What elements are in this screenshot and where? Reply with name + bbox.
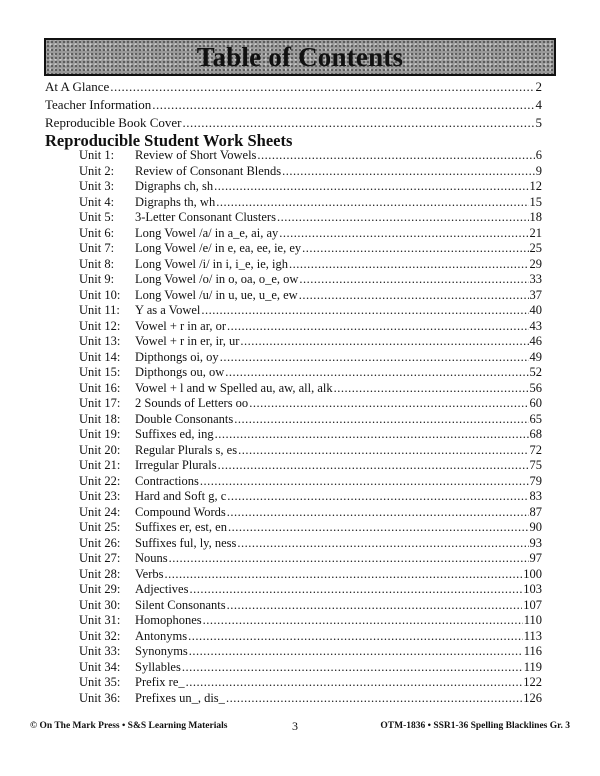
dot-leader xyxy=(186,675,523,691)
toc-unit-row[interactable] xyxy=(79,660,542,676)
toc-unit-row[interactable] xyxy=(79,629,542,645)
page-footer xyxy=(30,721,570,737)
unit-number: Unit 16: xyxy=(79,380,121,395)
unit-title: Synonyms xyxy=(135,644,188,658)
dot-leader xyxy=(189,582,522,598)
unit-page: 113 xyxy=(523,628,542,643)
unit-title: Irregular Plurals xyxy=(135,458,217,472)
toc-entry-page: 5 xyxy=(535,115,542,130)
toc-entry-page: 2 xyxy=(535,79,542,94)
unit-title: Suffixes ed, ing xyxy=(135,427,214,441)
unit-number: Unit 25: xyxy=(79,520,121,534)
unit-number: Unit 12: xyxy=(79,318,121,333)
dot-leader xyxy=(277,210,529,226)
unit-title: Vowel + r in er, ir, ur xyxy=(135,334,240,348)
dot-leader xyxy=(282,164,535,180)
unit-title: Long Vowel /i/ in i, i_e, ie, igh xyxy=(135,256,289,271)
dot-leader xyxy=(227,489,528,505)
unit-page: 97 xyxy=(529,551,542,565)
dot-leader xyxy=(227,598,523,614)
unit-title: Adjectives xyxy=(135,582,189,596)
dot-leader xyxy=(225,365,528,381)
unit-page: 33 xyxy=(529,272,542,286)
unit-page: 12 xyxy=(529,179,542,193)
page-title: Table of Contents xyxy=(196,41,404,72)
unit-page: 37 xyxy=(529,287,542,302)
dot-leader xyxy=(257,148,534,164)
toc-unit-row[interactable] xyxy=(79,303,542,319)
unit-number: Unit 9: xyxy=(79,272,115,286)
unit-title: Vowel + r in ar, or xyxy=(135,318,227,333)
dot-leader xyxy=(188,629,523,645)
dot-leader xyxy=(237,536,528,552)
dot-leader xyxy=(203,613,523,629)
toc-entry-book-cover[interactable] xyxy=(45,114,542,132)
toc-unit-row[interactable] xyxy=(79,443,542,459)
dot-leader xyxy=(218,458,529,474)
toc-unit-row[interactable] xyxy=(79,505,542,521)
unit-page: 60 xyxy=(529,396,542,410)
toc-unit-row[interactable] xyxy=(79,319,542,335)
unit-page: 65 xyxy=(529,411,542,426)
dot-leader xyxy=(289,257,528,273)
unit-number: Unit 35: xyxy=(79,675,121,689)
unit-title: Antonyms xyxy=(135,628,188,643)
toc-entry-label: Reproducible Book Cover xyxy=(45,115,182,130)
unit-title: Long Vowel /u/ in u, ue, u_e, ew xyxy=(135,287,298,302)
unit-number: Unit 11: xyxy=(79,303,120,317)
unit-page: 21 xyxy=(529,225,542,240)
unit-title: Nouns xyxy=(135,551,168,565)
unit-page: 52 xyxy=(529,365,542,379)
unit-number: Unit 34: xyxy=(79,659,121,674)
toc-unit-row[interactable] xyxy=(79,474,542,490)
toc-unit-row[interactable] xyxy=(79,489,542,505)
dot-leader xyxy=(228,520,529,536)
unit-page: 68 xyxy=(529,427,542,441)
unit-number: Unit 31: xyxy=(79,613,121,627)
unit-number: Unit 6: xyxy=(79,225,115,240)
unit-title: Review of Consonant Blends xyxy=(135,163,282,178)
unit-page: 126 xyxy=(523,690,542,705)
dot-leader xyxy=(182,660,523,676)
dot-leader xyxy=(110,78,534,96)
toc-unit-row[interactable] xyxy=(79,365,542,381)
unit-page: 43 xyxy=(529,318,542,333)
dot-leader xyxy=(302,241,528,257)
unit-list xyxy=(79,148,542,706)
unit-page: 90 xyxy=(529,520,542,534)
dot-leader xyxy=(249,396,528,412)
toc-entry-at-a-glance[interactable] xyxy=(45,78,542,96)
unit-number: Unit 18: xyxy=(79,411,121,426)
toc-unit-row[interactable] xyxy=(79,148,542,164)
unit-number: Unit 10: xyxy=(79,287,121,302)
unit-title: Homophones xyxy=(135,613,202,627)
toc-entry-label: At A Glance xyxy=(45,79,110,94)
dot-leader xyxy=(200,474,529,490)
toc-unit-row[interactable] xyxy=(79,210,542,226)
dot-leader xyxy=(216,195,528,211)
unit-title: Long Vowel /e/ in e, ea, ee, ie, ey xyxy=(135,241,302,255)
unit-title: Digraphs th, wh xyxy=(135,194,216,209)
toc-unit-row[interactable] xyxy=(79,427,542,443)
dot-leader xyxy=(201,303,528,319)
unit-title: Suffixes er, est, en xyxy=(135,520,227,534)
dot-leader xyxy=(189,644,523,660)
unit-number: Unit 29: xyxy=(79,582,121,596)
unit-page: 72 xyxy=(529,442,542,457)
toc-unit-row[interactable] xyxy=(79,381,542,397)
unit-number: Unit 23: xyxy=(79,489,121,503)
dot-leader xyxy=(234,412,528,428)
unit-number: Unit 24: xyxy=(79,504,121,519)
toc-unit-row[interactable] xyxy=(79,613,542,629)
toc-unit-row[interactable] xyxy=(79,241,542,257)
unit-title: 3-Letter Consonant Clusters xyxy=(135,210,276,224)
toc-unit-row[interactable] xyxy=(79,350,542,366)
toc-unit-row[interactable] xyxy=(79,396,542,412)
toc-entry-page: 4 xyxy=(535,97,542,112)
unit-page: 9 xyxy=(535,163,542,178)
unit-number: Unit 30: xyxy=(79,597,121,612)
section-heading: Reproducible Student Work Sheets xyxy=(45,131,293,150)
dot-leader xyxy=(227,505,529,521)
toc-unit-row[interactable] xyxy=(79,582,542,598)
dot-leader xyxy=(240,334,528,350)
toc-unit-row[interactable] xyxy=(79,257,542,273)
toc-unit-row[interactable] xyxy=(79,675,542,691)
dot-leader xyxy=(334,381,529,397)
unit-title: Suffixes ful, ly, ness xyxy=(135,535,237,550)
unit-number: Unit 19: xyxy=(79,427,121,441)
unit-page: 107 xyxy=(523,597,542,612)
unit-title: Long Vowel /a/ in a_e, ai, ay xyxy=(135,225,279,240)
unit-number: Unit 2: xyxy=(79,163,115,178)
unit-number: Unit 27: xyxy=(79,551,121,565)
unit-title: Regular Plurals s, es xyxy=(135,442,238,457)
unit-number: Unit 26: xyxy=(79,535,121,550)
unit-title: Verbs xyxy=(135,566,164,581)
dot-leader xyxy=(226,691,522,707)
unit-page: 46 xyxy=(529,334,542,348)
unit-number: Unit 20: xyxy=(79,442,121,457)
toc-unit-row[interactable] xyxy=(79,226,542,242)
unit-number: Unit 8: xyxy=(79,256,115,271)
unit-title: Dipthongs ou, ow xyxy=(135,365,225,379)
toc-entry-label: Teacher Information xyxy=(45,97,152,112)
unit-page: 100 xyxy=(523,566,542,581)
footer-product-code: OTM-1836 • SSR1-36 Spelling Blacklines Gr. 3 xyxy=(380,721,570,731)
unit-number: Unit 22: xyxy=(79,473,121,488)
dot-leader xyxy=(152,96,534,114)
footer-page-number: 3 xyxy=(292,719,298,733)
unit-page: 18 xyxy=(529,210,542,224)
unit-number: Unit 1: xyxy=(79,148,115,162)
unit-number: Unit 21: xyxy=(79,458,121,472)
unit-number: Unit 7: xyxy=(79,241,115,255)
toc-unit-row[interactable] xyxy=(79,164,542,180)
toc-unit-row[interactable] xyxy=(79,598,542,614)
unit-page: 110 xyxy=(523,613,542,627)
dot-leader xyxy=(220,350,529,366)
unit-page: 103 xyxy=(523,582,542,596)
unit-page: 83 xyxy=(529,489,542,503)
dot-leader xyxy=(299,288,529,304)
toc-unit-row[interactable] xyxy=(79,195,542,211)
dot-leader xyxy=(238,443,528,459)
dot-leader xyxy=(214,179,528,195)
title-banner xyxy=(44,38,556,76)
unit-title: Double Consonants xyxy=(135,411,234,426)
unit-number: Unit 33: xyxy=(79,644,121,658)
unit-page: 87 xyxy=(529,504,542,519)
unit-number: Unit 28: xyxy=(79,566,121,581)
unit-number: Unit 13: xyxy=(79,334,121,348)
unit-title: Vowel + l and w Spelled au, aw, all, alk xyxy=(135,380,333,395)
toc-unit-row[interactable] xyxy=(79,334,542,350)
unit-page: 29 xyxy=(529,256,542,271)
toc-unit-row[interactable] xyxy=(79,644,542,660)
dot-leader xyxy=(164,567,522,583)
toc-unit-row[interactable] xyxy=(79,691,542,707)
toc-entry-teacher-information[interactable] xyxy=(45,96,542,114)
unit-title: Contractions xyxy=(135,473,199,488)
unit-title: Hard and Soft g, c xyxy=(135,489,227,503)
toc-unit-row[interactable] xyxy=(79,458,542,474)
unit-page: 79 xyxy=(529,473,542,488)
unit-number: Unit 32: xyxy=(79,628,121,643)
unit-number: Unit 4: xyxy=(79,194,115,209)
unit-title: Digraphs ch, sh xyxy=(135,179,214,193)
unit-page: 122 xyxy=(523,675,542,689)
dot-leader xyxy=(227,319,528,335)
dot-leader xyxy=(279,226,528,242)
unit-page: 116 xyxy=(523,644,542,658)
toc-unit-row[interactable] xyxy=(79,412,542,428)
toc-unit-row[interactable] xyxy=(79,536,542,552)
unit-number: Unit 15: xyxy=(79,365,121,379)
unit-title: Syllables xyxy=(135,659,181,674)
unit-title: Silent Consonants xyxy=(135,597,226,612)
dot-leader xyxy=(299,272,528,288)
front-matter-list xyxy=(45,78,542,132)
unit-page: 40 xyxy=(529,303,542,317)
toc-unit-row[interactable] xyxy=(79,288,542,304)
unit-number: Unit 3: xyxy=(79,179,115,193)
toc-unit-row[interactable] xyxy=(79,179,542,195)
unit-page: 93 xyxy=(529,535,542,550)
unit-number: Unit 5: xyxy=(79,210,115,224)
unit-page: 56 xyxy=(529,380,542,395)
unit-title: Prefixes un_, dis_ xyxy=(135,690,225,705)
unit-number: Unit 36: xyxy=(79,690,121,705)
dot-leader xyxy=(215,427,529,443)
unit-number: Unit 14: xyxy=(79,349,121,364)
toc-unit-row[interactable] xyxy=(79,520,542,536)
unit-title: Compound Words xyxy=(135,504,226,519)
dot-leader xyxy=(182,114,534,132)
toc-unit-row[interactable] xyxy=(79,551,542,567)
unit-page: 25 xyxy=(529,241,542,255)
toc-unit-row[interactable] xyxy=(79,567,542,583)
dot-leader xyxy=(169,551,529,567)
unit-number: Unit 17: xyxy=(79,396,121,410)
unit-page: 49 xyxy=(529,349,542,364)
unit-title: Dipthongs oi, oy xyxy=(135,349,219,364)
unit-page: 6 xyxy=(535,148,542,162)
unit-title: Prefix re_ xyxy=(135,675,185,689)
toc-unit-row[interactable] xyxy=(79,272,542,288)
footer-publisher: © On The Mark Press • S&S Learning Materials xyxy=(30,721,228,731)
unit-title: Y as a Vowel xyxy=(135,303,201,317)
unit-title: Long Vowel /o/ in o, oa, o_e, ow xyxy=(135,272,299,286)
unit-title: 2 Sounds of Letters oo xyxy=(135,396,249,410)
unit-page: 15 xyxy=(529,194,542,209)
unit-title: Review of Short Vowels xyxy=(135,148,257,162)
unit-page: 75 xyxy=(529,458,542,472)
unit-page: 119 xyxy=(523,659,542,674)
